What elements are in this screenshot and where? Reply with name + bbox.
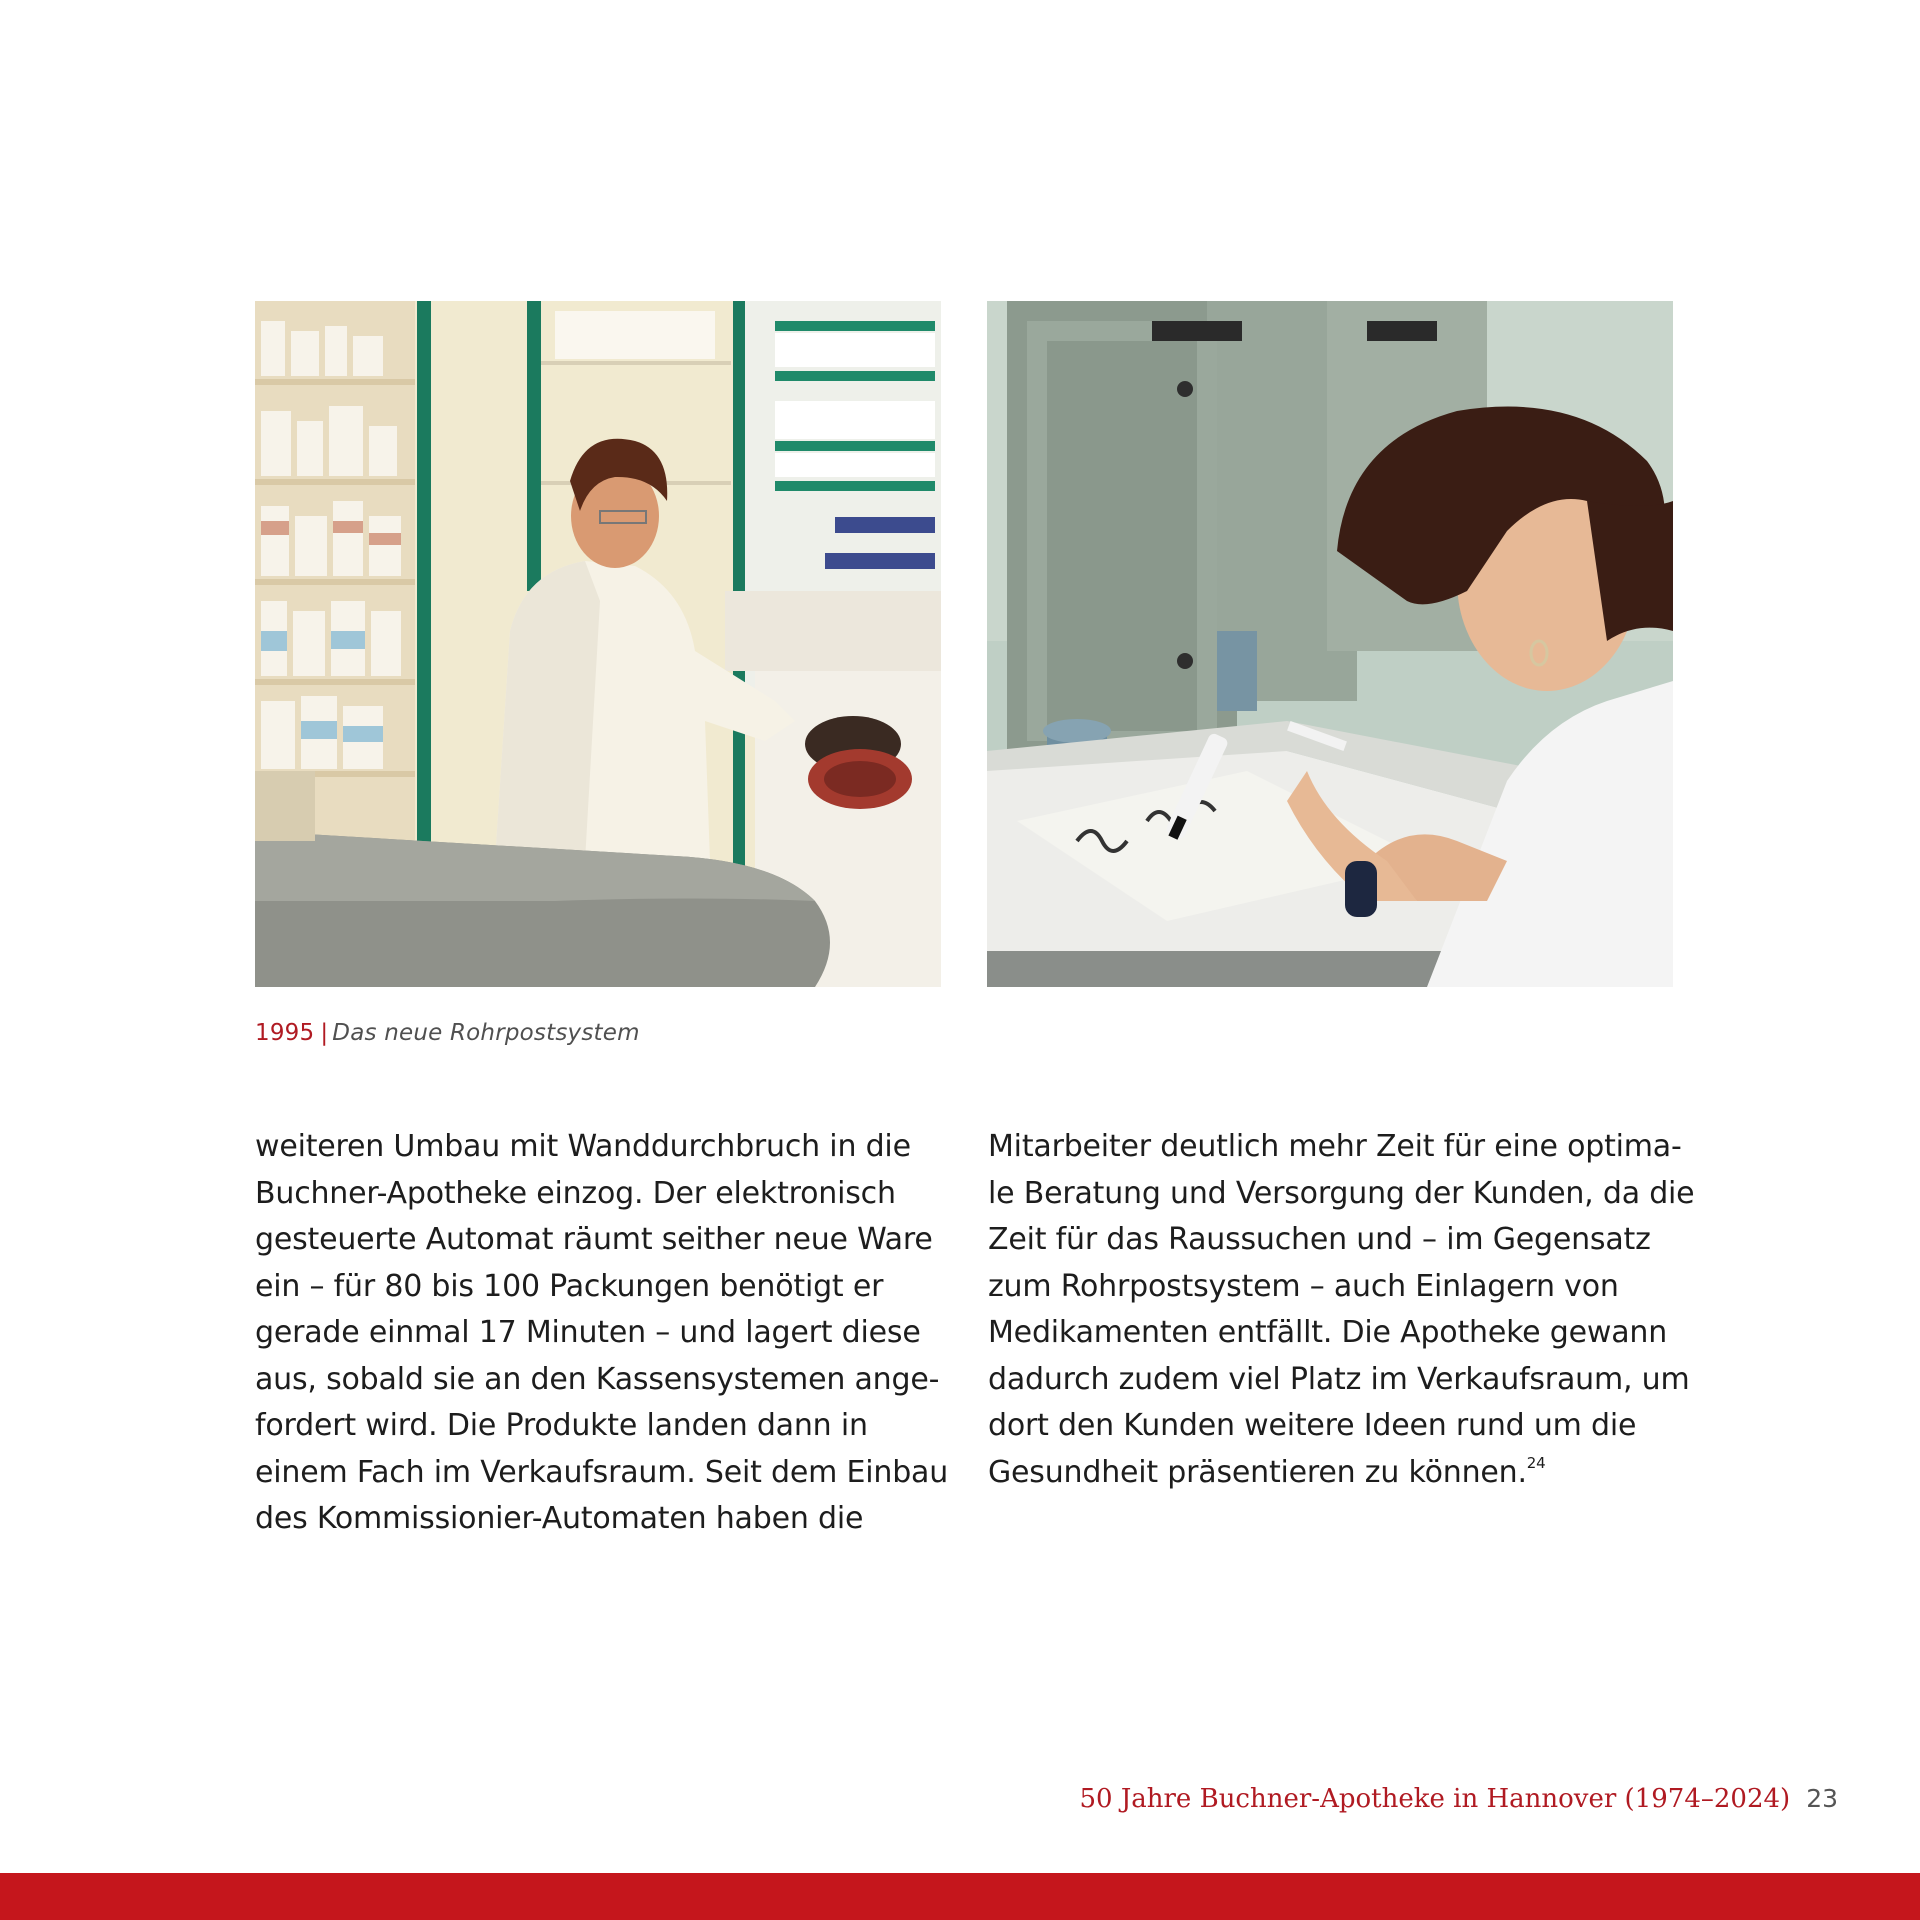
body-line: le Beratung und Versorgung der Kunden, da die <box>988 1175 1695 1211</box>
caption-separator: | <box>320 1020 329 1046</box>
body-line-text: Gesundheit präsentieren zu können. <box>988 1454 1527 1490</box>
body-line-last <box>988 1450 1688 1497</box>
body-line: fordert wird. Die Produkte landen dann in <box>255 1408 868 1443</box>
body-line: zum Rohrpostsystem – auch Einlagern von <box>988 1268 1619 1304</box>
bottom-color-bar <box>0 1873 1920 1920</box>
body-line: Mitarbeiter deutlich mehr Zeit für eine optima- <box>988 1129 1682 1164</box>
caption-year: 1995 <box>255 1020 315 1046</box>
body-line: dort den Kunden weitere Ideen rund um die <box>988 1408 1637 1443</box>
body-line: einem Fach im Verkaufsraum. Seit dem Einbau <box>255 1454 949 1490</box>
body-line: weiteren Umbau mit Wanddurchbruch in die <box>255 1129 911 1164</box>
page-number: 23 <box>1806 1784 1838 1813</box>
footer-title: 50 Jahre Buchner-Apotheke in Hannover (1974–2024) <box>1079 1784 1791 1814</box>
body-column-left <box>255 1124 955 1543</box>
body-line: gerade einmal 17 Minuten – und lagert diese <box>255 1315 921 1350</box>
body-column-right <box>988 1124 1695 1496</box>
page-footer <box>1079 1784 1838 1814</box>
photo-caption <box>255 1020 640 1046</box>
body-line: Medikamenten entfällt. Die Apotheke gewann <box>988 1315 1668 1350</box>
photo-pharmacist-tube-station <box>255 301 941 987</box>
body-line: aus, sobald sie an den Kassensystemen ange- <box>255 1361 940 1397</box>
body-line: dadurch zudem viel Platz im Verkaufsraum, um <box>988 1361 1690 1397</box>
body-line: gesteuerte Automat räumt seither neue Ware <box>255 1222 933 1257</box>
body-line: Zeit für das Raussuchen und – im Gegensatz <box>988 1222 1651 1257</box>
body-line: des Kommissionier-Automaten haben die <box>255 1501 864 1536</box>
photo-employee-writing-labels <box>987 301 1673 987</box>
footnote-reference[interactable]: 24 <box>1526 1453 1546 1472</box>
body-line: Buchner-Apotheke einzog. Der elektronisch <box>255 1175 896 1211</box>
body-line: ein – für 80 bis 100 Packungen benötigt er <box>255 1268 884 1304</box>
caption-text: Das neue Rohrpostsystem <box>332 1020 640 1046</box>
